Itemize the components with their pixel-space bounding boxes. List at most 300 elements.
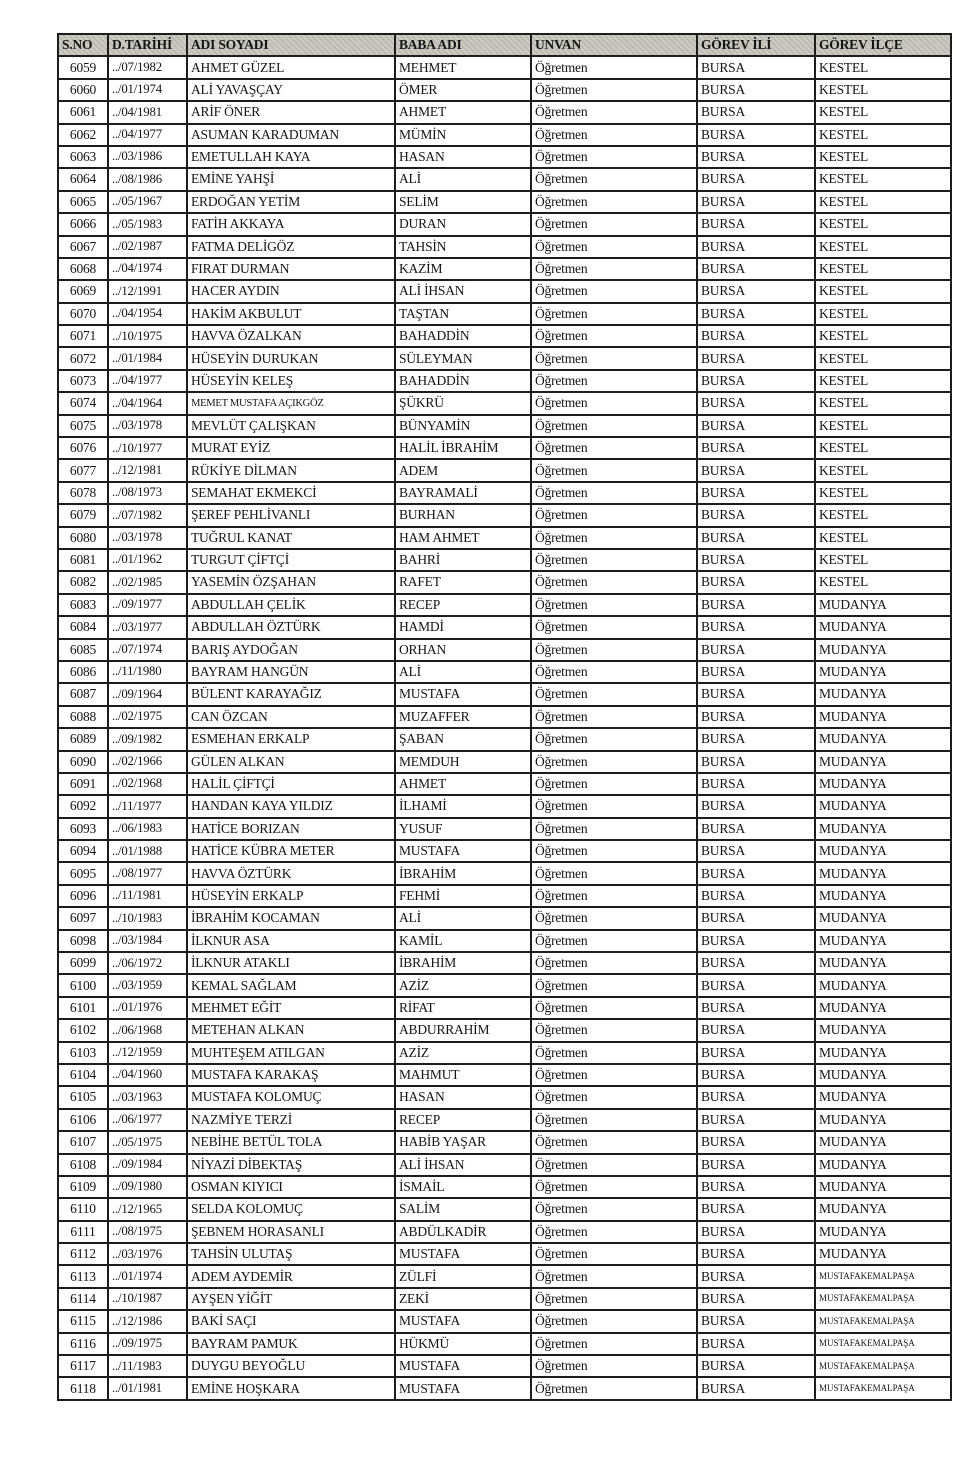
cell-duty-district: MUDANYA <box>815 818 951 840</box>
cell-serial-no: 6082 <box>58 571 108 593</box>
cell-serial-no: 6085 <box>58 639 108 661</box>
cell-duty-district: MUDANYA <box>815 862 951 884</box>
cell-birth-date: ../12/1991 <box>108 280 187 302</box>
table-row <box>58 392 951 414</box>
cell-father-name: MAHMUT <box>395 1064 531 1086</box>
cell-title: Öğretmen <box>531 639 697 661</box>
cell-father-name: HAMDİ <box>395 616 531 638</box>
cell-title: Öğretmen <box>531 56 697 78</box>
table-row <box>58 1333 951 1355</box>
cell-name-surname: HÜSEYİN KELEŞ <box>187 370 395 392</box>
cell-title: Öğretmen <box>531 1042 697 1064</box>
cell-title: Öğretmen <box>531 437 697 459</box>
cell-name-surname: MUSTAFA KOLOMUÇ <box>187 1086 395 1108</box>
cell-birth-date: ../08/1986 <box>108 168 187 190</box>
cell-name-surname: BAKİ SAÇI <box>187 1310 395 1332</box>
cell-serial-no: 6117 <box>58 1355 108 1377</box>
cell-duty-province: BURSA <box>697 773 815 795</box>
cell-father-name: ALİ <box>395 907 531 929</box>
cell-duty-district: KESTEL <box>815 303 951 325</box>
cell-father-name: RİFAT <box>395 997 531 1019</box>
cell-title: Öğretmen <box>531 347 697 369</box>
cell-birth-date: ../02/1985 <box>108 571 187 593</box>
cell-father-name: ALİ İHSAN <box>395 280 531 302</box>
cell-birth-date: ../10/1975 <box>108 325 187 347</box>
cell-name-surname: BAYRAM HANGÜN <box>187 661 395 683</box>
cell-duty-province: BURSA <box>697 191 815 213</box>
cell-birth-date: ../03/1959 <box>108 974 187 996</box>
cell-birth-date: ../04/1964 <box>108 392 187 414</box>
cell-father-name: ABDURRAHİM <box>395 1019 531 1041</box>
cell-serial-no: 6067 <box>58 236 108 258</box>
cell-serial-no: 6061 <box>58 101 108 123</box>
personnel-table <box>57 33 952 1401</box>
cell-serial-no: 6116 <box>58 1333 108 1355</box>
cell-duty-province: BURSA <box>697 1288 815 1310</box>
column-header-duty-province: GÖREV İLİ <box>697 34 815 56</box>
cell-duty-district: KESTEL <box>815 504 951 526</box>
cell-serial-no: 6105 <box>58 1086 108 1108</box>
cell-father-name: İSMAİL <box>395 1176 531 1198</box>
cell-title: Öğretmen <box>531 1064 697 1086</box>
cell-duty-province: BURSA <box>697 101 815 123</box>
table-row <box>58 146 951 168</box>
cell-title: Öğretmen <box>531 974 697 996</box>
cell-father-name: ORHAN <box>395 639 531 661</box>
cell-title: Öğretmen <box>531 1355 697 1377</box>
cell-duty-district: MUSTAFAKEMALPAŞA <box>815 1265 951 1287</box>
table-body <box>58 56 951 1399</box>
cell-duty-province: BURSA <box>697 370 815 392</box>
cell-title: Öğretmen <box>531 370 697 392</box>
cell-duty-district: MUDANYA <box>815 594 951 616</box>
cell-birth-date: ../05/1983 <box>108 213 187 235</box>
cell-birth-date: ../03/1977 <box>108 616 187 638</box>
cell-name-surname: İLKNUR ATAKLI <box>187 952 395 974</box>
table-row <box>58 661 951 683</box>
cell-duty-province: BURSA <box>697 885 815 907</box>
cell-serial-no: 6098 <box>58 930 108 952</box>
cell-duty-province: BURSA <box>697 639 815 661</box>
cell-duty-province: BURSA <box>697 415 815 437</box>
cell-duty-district: MUDANYA <box>815 751 951 773</box>
cell-birth-date: ../11/1981 <box>108 885 187 907</box>
cell-duty-province: BURSA <box>697 974 815 996</box>
cell-duty-district: MUDANYA <box>815 661 951 683</box>
cell-title: Öğretmen <box>531 795 697 817</box>
cell-birth-date: ../04/1974 <box>108 258 187 280</box>
table-row <box>58 952 951 974</box>
cell-title: Öğretmen <box>531 504 697 526</box>
column-header-father-name: BABA ADI <box>395 34 531 56</box>
cell-duty-province: BURSA <box>697 930 815 952</box>
cell-duty-province: BURSA <box>697 1333 815 1355</box>
cell-title: Öğretmen <box>531 415 697 437</box>
cell-title: Öğretmen <box>531 728 697 750</box>
cell-name-surname: HAKİM AKBULUT <box>187 303 395 325</box>
cell-father-name: SELİM <box>395 191 531 213</box>
cell-father-name: MUSTAFA <box>395 840 531 862</box>
cell-serial-no: 6111 <box>58 1221 108 1243</box>
cell-birth-date: ../01/1976 <box>108 997 187 1019</box>
cell-name-surname: MEVLÜT ÇALIŞKAN <box>187 415 395 437</box>
cell-serial-no: 6081 <box>58 549 108 571</box>
cell-duty-district: KESTEL <box>815 415 951 437</box>
column-header-birth-date: D.TARİHİ <box>108 34 187 56</box>
cell-duty-province: BURSA <box>697 1131 815 1153</box>
cell-birth-date: ../03/1986 <box>108 146 187 168</box>
cell-name-surname: BARIŞ AYDOĞAN <box>187 639 395 661</box>
cell-father-name: HÜKMÜ <box>395 1333 531 1355</box>
cell-name-surname: HATİCE KÜBRA METER <box>187 840 395 862</box>
cell-title: Öğretmen <box>531 706 697 728</box>
table-row <box>58 997 951 1019</box>
table-row <box>58 1243 951 1265</box>
cell-serial-no: 6097 <box>58 907 108 929</box>
cell-title: Öğretmen <box>531 1377 697 1399</box>
cell-serial-no: 6089 <box>58 728 108 750</box>
cell-duty-district: KESTEL <box>815 459 951 481</box>
table-row <box>58 1019 951 1041</box>
table-row <box>58 795 951 817</box>
cell-birth-date: ../04/1977 <box>108 370 187 392</box>
cell-title: Öğretmen <box>531 168 697 190</box>
cell-duty-district: KESTEL <box>815 571 951 593</box>
cell-serial-no: 6115 <box>58 1310 108 1332</box>
table-row <box>58 168 951 190</box>
cell-serial-no: 6108 <box>58 1154 108 1176</box>
table-row <box>58 191 951 213</box>
cell-title: Öğretmen <box>531 1265 697 1287</box>
cell-duty-district: KESTEL <box>815 236 951 258</box>
cell-duty-province: BURSA <box>697 168 815 190</box>
cell-serial-no: 6079 <box>58 504 108 526</box>
cell-title: Öğretmen <box>531 236 697 258</box>
cell-duty-district: KESTEL <box>815 482 951 504</box>
cell-serial-no: 6112 <box>58 1243 108 1265</box>
cell-duty-district: MUDANYA <box>815 974 951 996</box>
cell-name-surname: GÜLEN ALKAN <box>187 751 395 773</box>
cell-duty-district: MUDANYA <box>815 773 951 795</box>
cell-serial-no: 6090 <box>58 751 108 773</box>
cell-father-name: DURAN <box>395 213 531 235</box>
cell-title: Öğretmen <box>531 213 697 235</box>
cell-father-name: BURHAN <box>395 504 531 526</box>
cell-father-name: BAHADDİN <box>395 325 531 347</box>
cell-duty-district: MUDANYA <box>815 1064 951 1086</box>
cell-title: Öğretmen <box>531 280 697 302</box>
cell-father-name: BAHRİ <box>395 549 531 571</box>
cell-name-surname: NİYAZİ DİBEKTAŞ <box>187 1154 395 1176</box>
cell-serial-no: 6093 <box>58 818 108 840</box>
cell-birth-date: ../07/1974 <box>108 639 187 661</box>
cell-duty-district: KESTEL <box>815 101 951 123</box>
cell-duty-province: BURSA <box>697 459 815 481</box>
cell-serial-no: 6062 <box>58 124 108 146</box>
cell-name-surname: MEHMET EĞİT <box>187 997 395 1019</box>
cell-duty-province: BURSA <box>697 482 815 504</box>
table-row <box>58 1310 951 1332</box>
cell-serial-no: 6109 <box>58 1176 108 1198</box>
cell-father-name: AHMET <box>395 101 531 123</box>
cell-name-surname: HAVVA ÖZALKAN <box>187 325 395 347</box>
cell-duty-province: BURSA <box>697 1176 815 1198</box>
cell-duty-district: KESTEL <box>815 213 951 235</box>
cell-title: Öğretmen <box>531 997 697 1019</box>
cell-title: Öğretmen <box>531 1154 697 1176</box>
cell-duty-province: BURSA <box>697 258 815 280</box>
table-row <box>58 1109 951 1131</box>
cell-birth-date: ../09/1982 <box>108 728 187 750</box>
column-header-title: UNVAN <box>531 34 697 56</box>
cell-birth-date: ../02/1966 <box>108 751 187 773</box>
table-row <box>58 504 951 526</box>
table-row <box>58 885 951 907</box>
table-row <box>58 437 951 459</box>
table-row <box>58 527 951 549</box>
table-row <box>58 236 951 258</box>
cell-title: Öğretmen <box>531 818 697 840</box>
cell-title: Öğretmen <box>531 1019 697 1041</box>
cell-title: Öğretmen <box>531 549 697 571</box>
cell-birth-date: ../01/1962 <box>108 549 187 571</box>
table-row <box>58 549 951 571</box>
cell-duty-province: BURSA <box>697 661 815 683</box>
cell-duty-district: MUDANYA <box>815 1243 951 1265</box>
cell-father-name: İBRAHİM <box>395 952 531 974</box>
header-row <box>58 34 951 56</box>
table-row <box>58 347 951 369</box>
cell-serial-no: 6060 <box>58 79 108 101</box>
cell-birth-date: ../05/1975 <box>108 1131 187 1153</box>
cell-birth-date: ../04/1981 <box>108 101 187 123</box>
cell-father-name: HASAN <box>395 1086 531 1108</box>
cell-serial-no: 6074 <box>58 392 108 414</box>
cell-birth-date: ../12/1981 <box>108 459 187 481</box>
cell-duty-district: KESTEL <box>815 325 951 347</box>
cell-name-surname: BAYRAM PAMUK <box>187 1333 395 1355</box>
cell-father-name: ZEKİ <box>395 1288 531 1310</box>
table-row <box>58 1288 951 1310</box>
cell-serial-no: 6096 <box>58 885 108 907</box>
cell-serial-no: 6088 <box>58 706 108 728</box>
cell-name-surname: MUSTAFA KARAKAŞ <box>187 1064 395 1086</box>
cell-father-name: HALİL İBRAHİM <box>395 437 531 459</box>
cell-birth-date: ../11/1983 <box>108 1355 187 1377</box>
cell-birth-date: ../01/1981 <box>108 1377 187 1399</box>
cell-birth-date: ../07/1982 <box>108 504 187 526</box>
cell-birth-date: ../04/1954 <box>108 303 187 325</box>
table-row <box>58 79 951 101</box>
cell-duty-district: MUDANYA <box>815 1019 951 1041</box>
cell-title: Öğretmen <box>531 840 697 862</box>
cell-father-name: AZİZ <box>395 1042 531 1064</box>
table-row <box>58 459 951 481</box>
cell-name-surname: ADEM AYDEMİR <box>187 1265 395 1287</box>
cell-serial-no: 6099 <box>58 952 108 974</box>
cell-duty-district: KESTEL <box>815 392 951 414</box>
cell-title: Öğretmen <box>531 885 697 907</box>
cell-serial-no: 6064 <box>58 168 108 190</box>
cell-title: Öğretmen <box>531 1198 697 1220</box>
cell-serial-no: 6077 <box>58 459 108 481</box>
cell-birth-date: ../10/1983 <box>108 907 187 929</box>
cell-duty-province: BURSA <box>697 1019 815 1041</box>
cell-duty-province: BURSA <box>697 1086 815 1108</box>
cell-name-surname: HÜSEYİN ERKALP <box>187 885 395 907</box>
cell-birth-date: ../05/1967 <box>108 191 187 213</box>
cell-father-name: FEHMİ <box>395 885 531 907</box>
cell-father-name: BAYRAMALİ <box>395 482 531 504</box>
cell-title: Öğretmen <box>531 1243 697 1265</box>
cell-name-surname: MURAT EYİZ <box>187 437 395 459</box>
cell-serial-no: 6070 <box>58 303 108 325</box>
table-row <box>58 907 951 929</box>
cell-father-name: SALİM <box>395 1198 531 1220</box>
table-row <box>58 639 951 661</box>
cell-father-name: İBRAHİM <box>395 862 531 884</box>
cell-duty-province: BURSA <box>697 146 815 168</box>
cell-name-surname: ASUMAN KARADUMAN <box>187 124 395 146</box>
cell-name-surname: DUYGU BEYOĞLU <box>187 1355 395 1377</box>
cell-father-name: BÜNYAMİN <box>395 415 531 437</box>
cell-name-surname: İLKNUR ASA <box>187 930 395 952</box>
cell-father-name: MUSTAFA <box>395 1310 531 1332</box>
table-row <box>58 1131 951 1153</box>
cell-father-name: KAMİL <box>395 930 531 952</box>
cell-name-surname: ABDULLAH ÇELİK <box>187 594 395 616</box>
cell-duty-province: BURSA <box>697 1265 815 1287</box>
cell-serial-no: 6083 <box>58 594 108 616</box>
cell-duty-district: KESTEL <box>815 168 951 190</box>
cell-title: Öğretmen <box>531 124 697 146</box>
table-row <box>58 571 951 593</box>
cell-father-name: KAZİM <box>395 258 531 280</box>
cell-title: Öğretmen <box>531 616 697 638</box>
cell-duty-province: BURSA <box>697 997 815 1019</box>
cell-duty-province: BURSA <box>697 616 815 638</box>
cell-father-name: RECEP <box>395 594 531 616</box>
cell-serial-no: 6100 <box>58 974 108 996</box>
cell-duty-district: KESTEL <box>815 146 951 168</box>
cell-serial-no: 6059 <box>58 56 108 78</box>
table-row <box>58 862 951 884</box>
cell-birth-date: ../10/1977 <box>108 437 187 459</box>
cell-duty-district: KESTEL <box>815 549 951 571</box>
cell-duty-province: BURSA <box>697 751 815 773</box>
cell-duty-district: MUDANYA <box>815 728 951 750</box>
cell-title: Öğretmen <box>531 1176 697 1198</box>
cell-duty-district: MUDANYA <box>815 840 951 862</box>
cell-serial-no: 6118 <box>58 1377 108 1399</box>
table-row <box>58 1176 951 1198</box>
cell-birth-date: ../12/1959 <box>108 1042 187 1064</box>
cell-duty-district: KESTEL <box>815 79 951 101</box>
cell-title: Öğretmen <box>531 683 697 705</box>
table-row <box>58 728 951 750</box>
cell-serial-no: 6095 <box>58 862 108 884</box>
cell-duty-province: BURSA <box>697 124 815 146</box>
table-row <box>58 974 951 996</box>
table-row <box>58 1265 951 1287</box>
cell-name-surname: ABDULLAH ÖZTÜRK <box>187 616 395 638</box>
cell-father-name: RECEP <box>395 1109 531 1131</box>
cell-serial-no: 6106 <box>58 1109 108 1131</box>
cell-title: Öğretmen <box>531 325 697 347</box>
cell-father-name: MEMDUH <box>395 751 531 773</box>
table-row <box>58 594 951 616</box>
cell-serial-no: 6066 <box>58 213 108 235</box>
cell-duty-province: BURSA <box>697 1042 815 1064</box>
table-row <box>58 482 951 504</box>
cell-title: Öğretmen <box>531 907 697 929</box>
cell-birth-date: ../02/1968 <box>108 773 187 795</box>
cell-name-surname: FATMA DELİGÖZ <box>187 236 395 258</box>
cell-name-surname: NAZMİYE TERZİ <box>187 1109 395 1131</box>
cell-birth-date: ../02/1975 <box>108 706 187 728</box>
cell-father-name: ZÜLFİ <box>395 1265 531 1287</box>
cell-title: Öğretmen <box>531 1109 697 1131</box>
cell-duty-district: MUDANYA <box>815 616 951 638</box>
cell-title: Öğretmen <box>531 1333 697 1355</box>
cell-father-name: TAHSİN <box>395 236 531 258</box>
cell-serial-no: 6084 <box>58 616 108 638</box>
cell-title: Öğretmen <box>531 1221 697 1243</box>
cell-duty-district: MUSTAFAKEMALPAŞA <box>815 1333 951 1355</box>
cell-serial-no: 6072 <box>58 347 108 369</box>
table-row <box>58 1086 951 1108</box>
table-header <box>58 34 951 56</box>
cell-name-surname: NEBİHE BETÜL TOLA <box>187 1131 395 1153</box>
scanned-document-page <box>57 33 952 1401</box>
cell-duty-province: BURSA <box>697 728 815 750</box>
cell-birth-date: ../01/1988 <box>108 840 187 862</box>
cell-title: Öğretmen <box>531 862 697 884</box>
cell-duty-district: MUDANYA <box>815 706 951 728</box>
cell-serial-no: 6078 <box>58 482 108 504</box>
cell-name-surname: FIRAT DURMAN <box>187 258 395 280</box>
column-header-serial-no: S.NO <box>58 34 108 56</box>
cell-name-surname: HATİCE BORIZAN <box>187 818 395 840</box>
cell-name-surname: HAVVA ÖZTÜRK <box>187 862 395 884</box>
cell-duty-province: BURSA <box>697 1154 815 1176</box>
cell-duty-province: BURSA <box>697 236 815 258</box>
cell-name-surname: İBRAHİM KOCAMAN <box>187 907 395 929</box>
cell-name-surname: HACER AYDIN <box>187 280 395 302</box>
cell-name-surname: CAN ÖZCAN <box>187 706 395 728</box>
cell-birth-date: ../09/1980 <box>108 1176 187 1198</box>
cell-name-surname: EMİNE YAHŞİ <box>187 168 395 190</box>
cell-serial-no: 6080 <box>58 527 108 549</box>
cell-name-surname: TAHSİN ULUTAŞ <box>187 1243 395 1265</box>
cell-duty-province: BURSA <box>697 1109 815 1131</box>
cell-duty-province: BURSA <box>697 1243 815 1265</box>
cell-duty-district: MUSTAFAKEMALPAŞA <box>815 1288 951 1310</box>
cell-birth-date: ../02/1987 <box>108 236 187 258</box>
cell-name-surname: ŞEREF PEHLİVANLI <box>187 504 395 526</box>
cell-serial-no: 6091 <box>58 773 108 795</box>
cell-title: Öğretmen <box>531 191 697 213</box>
cell-serial-no: 6073 <box>58 370 108 392</box>
cell-duty-district: MUDANYA <box>815 930 951 952</box>
cell-duty-district: MUSTAFAKEMALPAŞA <box>815 1310 951 1332</box>
cell-duty-district: KESTEL <box>815 370 951 392</box>
cell-title: Öğretmen <box>531 751 697 773</box>
cell-duty-province: BURSA <box>697 347 815 369</box>
cell-duty-province: BURSA <box>697 325 815 347</box>
cell-duty-district: MUDANYA <box>815 1176 951 1198</box>
cell-title: Öğretmen <box>531 101 697 123</box>
